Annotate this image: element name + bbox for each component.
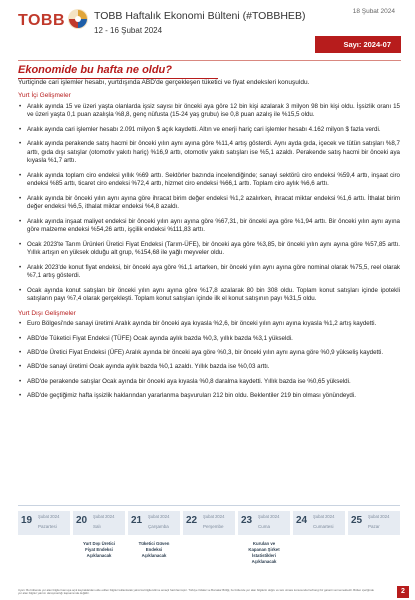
day-number: 25 [351,515,363,526]
section-intro: Yurtiçinde cari işlemler hesabı, yurtdışında ABD'de gerçekleşen tüketici ve fiyat endeksleri konuşuldu. [18,79,310,86]
domestic-item: • Ocak 2023'te Tarım Ürünleri Üretici Fiyat Endeksi (Tarım-ÜFE), bir önceki aya göre %3,85, bir önceki yılın aynı ayına göre %57,85 arttı. Yıllık artışın en yüksek olduğu alt grup, %154,68 ile yağlı meyveler oldu. [18,241,400,258]
day-weekday: Salı [93,524,101,529]
footer [0,588,415,600]
calendar-event: Yurt Dışı Üretici Fiyat Endeksi Açıklanacak [83,541,115,558]
publication-date: 18 Şubat 2024 [352,8,395,15]
day-weekday: Pazar [368,524,380,529]
foreign-item: • ABD'de perakende satışlar Ocak ayında bir önceki aya kıyasla %0,8 daralma kaydetti. Yıllık bazda ise %0,65 yükseldi. [18,378,400,387]
day-number: 23 [241,515,253,526]
calendar-event: Tüketici Güven Endeksi Açıklanacak [138,541,170,558]
header [0,0,415,62]
domestic-item: • Aralık ayında 15 ve üzeri yaşta olanlarda işsiz sayısı bir önceki aya göre 12 bin kişi azalarak 3 milyon 98 bin kişi oldu. İşsizlik oranı 15 ve üzeri yaşta 0,1 puan azalışla %8,8, genç nüfusta (15-24 yaş grubu) ise 0,8 puan azalış ile %15,5 oldu. [18,103,400,120]
domestic-item: • Aralık ayında toplam ciro endeksi yıllık %69 arttı. Sektörler bazında incelendiğinde; sanayi sektörü ciro endeksi %59,4 arttı, inşaat ciro endeksi %85 arttı, ticaret ciro endeksi %72,4 arttı, hizmet ciro endeksi %66,1 arttı. Toplam ciro aylık %6,6 arttı. [18,172,400,189]
day-weekday: Cumartesi [313,524,334,529]
tobb-emblem-icon [67,8,89,30]
day-month: Şubat 2024 [38,514,60,519]
domestic-item: • Aralık ayında bir önceki yılın aynı ayına göre ihracat birim değer endeksi %1,2 azalırken, ihracat miktar endeksi %1,6 arttı. İthalat birim değer endeksi %6,5, ithalat miktar endeksi %4,8 azaldı. [18,195,400,212]
calendar-event: Kurulan ve Kapanan Şirket İstatistikleri Açıklanacak [248,541,280,564]
bulletin-title: TOBB Haftalık Ekonomi Bülteni (#TOBBHEB) [94,10,306,22]
bulletin-period: 12 - 16 Şubat 2024 [94,26,163,35]
domestic-heading: Yurt İçi Gelişmeler [18,92,71,99]
foreign-heading: Yurt Dışı Gelişmeler [18,309,76,317]
day-month: Şubat 2024 [93,514,115,519]
day-weekday: Pazartesi [38,524,57,529]
calendar-day [348,511,400,535]
page-number: 2 [397,586,409,598]
day-month: Şubat 2024 [148,514,170,519]
day-number: 24 [296,515,308,526]
day-month: Şubat 2024 [313,514,335,519]
day-weekday: Perşembe [203,524,224,529]
foreign-item: • Euro Bölgesi'nde sanayi üretimi Aralık ayında bir önceki aya kıyasla %2,6, bir önceki yılın aynı ayına kıyasla %1,2 artış kaydetti. [18,320,400,329]
day-weekday: Cuma [258,524,271,529]
disclaimer: Uyarı: Bu bültende yer alan bilgiler kamuya açık kaynaklardan elde edilen bilgiler kullanılarak yalnızca bilgilendirme amaçlı hazırlanmıştır. Türkiye Odalar ve Borsalar Birliği, bu bültende yer alan bilgilerin doğru ve tam olması konusunda herhangi bir garanti vermemektedir. Bülten içeriğinde yer alan bilgiler yatırım danışmanlığı kapsamında değildir. [18,588,374,596]
domestic-item: • Ocak ayında konut satışları bir önceki yılın aynı ayına göre %17,8 azalarak 80 bin 308 oldu. Toplam konut satışları içinde ipotekli satışların payı %7,4 olarak gerçekleşti. Toplam konut satışları içinde ilk el konut satışının payı %31,5 oldu. [18,287,400,304]
calendar-day [238,511,290,535]
domestic-item: • Aralık 2023'de konut fiyat endeksi, bir önceki aya göre %1,1 artarken, bir önceki yılın aynı ayına göre nominal olarak %75,5, reel olarak %7,1 artış gösterdi. [18,264,400,281]
day-number: 19 [21,515,33,526]
foreign-item: • ABD'de sanayi üretimi Ocak ayında aylık bazda %0,1 azaldı. Yıllık bazda ise %0,03 arttı. [18,363,400,372]
foreign-item: • ABD'de Tüketici Fiyat Endeksi (TÜFE) Ocak ayında aylık bazda %0,3, yıllık bazda %3,1 yükseldi. [18,335,400,344]
foreign-item: • ABD'de Üretici Fiyat Endeksi (ÜFE) Aralık ayında bir önceki aya göre %0,3, bir önceki yılın aynı ayına göre %0,9 yükseliş kaydetti. [18,349,400,358]
calendar-day [128,511,180,535]
header-divider [18,60,401,61]
day-number: 21 [131,515,143,526]
domestic-item: • Aralık ayında perakende satış hacmi bir önceki yılın aynı ayına göre %11,4 artış gösterdi. Aynı ayda gıda, içecek ve tütün satışları %8,7 arttı, gıda dışı satışlar (otomotiv yakıtı hariç) %16,9 arttı, otomotiv yakıtı satışları ise %5,1 azaldı. Perakende satış hacmi bir önceki aya kıyasla %1,7 arttı. [18,140,400,166]
calendar-day [18,511,70,535]
day-number: 22 [186,515,198,526]
domestic-item: • Aralık ayında cari işlemler hesabı 2.091 milyon $ açık kaydetti. Altın ve enerji hariç cari işlemler hesabı 4.162 milyon $ fazla verdi. [18,126,400,135]
calendar-day [183,511,235,535]
weekly-calendar [18,505,400,591]
issue-badge: Sayı: 2024-07 [315,36,401,53]
logo-text: TOBB [18,12,66,29]
section-title: Ekonomide bu hafta ne oldu? [18,64,172,76]
day-month: Şubat 2024 [203,514,225,519]
tobb-logo [18,12,65,30]
day-month: Şubat 2024 [368,514,390,519]
foreign-item: • ABD'de geçtiğimiz hafta işsizlik haklarından yararlanma başvuruları 212 bin oldu. Beklentiler 219 bin olması yönündeydi. [18,392,400,401]
day-weekday: Çarşamba [148,524,169,529]
calendar-day [293,511,345,535]
day-number: 20 [76,515,88,526]
day-month: Şubat 2024 [258,514,280,519]
news-content [18,92,400,406]
domestic-item: • Aralık ayında inşaat maliyet endeksi bir önceki yılın aynı ayına göre %67,31, bir önceki aya göre %1,94 arttı. Bir önceki yılın aynı ayına göre malzeme endeksi %54,26 arttı, işçilik endeksi %111,83 arttı. [18,218,400,235]
calendar-day [73,511,125,535]
